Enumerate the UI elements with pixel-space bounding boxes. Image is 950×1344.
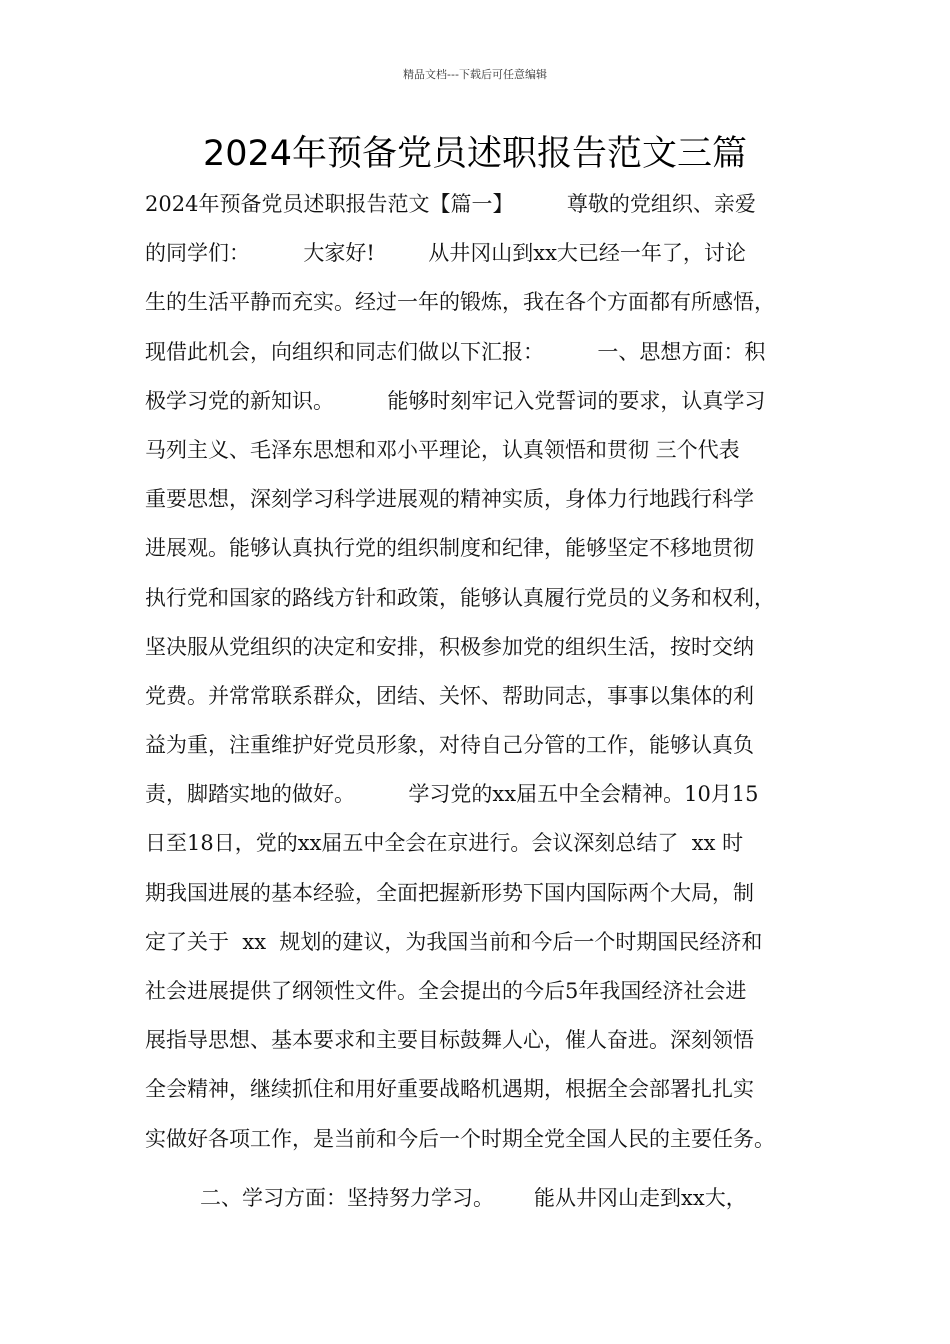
body-line: 2024年预备党员述职报告范文【篇一】 尊敬的党组织、亲爱	[145, 192, 756, 216]
body-line: 极学习党的新知识。 能够时刻牢记入党誓词的要求，认真学习	[145, 388, 766, 413]
body-line: 全会精神，继续抓住和用好重要战略机遇期，根据全会部署扎扎实	[145, 1077, 754, 1102]
body-line: 生的生活平静而充实。经过一年的锻炼，我在各个方面都有所感悟，	[145, 290, 775, 315]
body-line: 期我国进展的基本经验，全面把握新形势下国内国际两个大局，制	[145, 880, 754, 905]
body-line: 马列主义、毛泽东思想和邓小平理论，认真领悟和贯彻 三个代表	[145, 437, 740, 462]
body-line: 重要思想，深刻学习科学进展观的精神实质，身体力行地践行科学	[145, 487, 754, 512]
body-line: 坚决服从党组织的决定和安排，积极参加党的组织生活，按时交纳	[145, 634, 754, 659]
body-line: 定了关于 xx 规划的建议，为我国当前和今后一个时期国民经济和	[145, 929, 763, 954]
body-line: 益为重，注重维护好党员形象，对待自己分管的工作，能够认真负	[145, 733, 754, 758]
page-title: 2024年预备党员述职报告范文三篇	[202, 134, 748, 174]
document-body	[145, 180, 825, 1164]
body-line: 日至18日，党的xx届五中全会在京进行。会议深刻总结了 xx 时	[145, 831, 744, 856]
body-line: 进展观。能够认真执行党的组织制度和纪律，能够坚定不移地贯彻	[145, 536, 754, 561]
body-line: 展指导思想、基本要求和主要目标鼓舞人心，催人奋进。深刻领悟	[145, 1028, 754, 1053]
body-line: 执行党和国家的路线方针和政策，能够认真履行党员的义务和权利，	[145, 585, 775, 610]
body-line: 的同学们： 大家好! 从井冈山到xx大已经一年了，讨论	[145, 241, 746, 266]
body-line: 党费。并常常联系群众，团结、关怀、帮助同志，事事以集体的利	[145, 683, 754, 708]
body-line: 现借此机会，向组织和同志们做以下汇报： 一、思想方面：积	[145, 339, 766, 364]
body-line: 责，脚踏实地的做好。 学习党的xx届五中全会精神。10月15	[145, 782, 759, 807]
document-header-note: 精品文档---下载后可任意编辑	[403, 68, 547, 81]
section-heading-paragraph: 二、学习方面：坚持努力学习。 能从井冈山走到xx大，	[200, 1186, 747, 1210]
body-line: 实做好各项工作，是当前和今后一个时期全党全国人民的主要任务。	[145, 1126, 775, 1151]
body-line: 社会进展提供了纲领性文件。全会提出的今后5年我国经济社会进	[145, 979, 747, 1003]
